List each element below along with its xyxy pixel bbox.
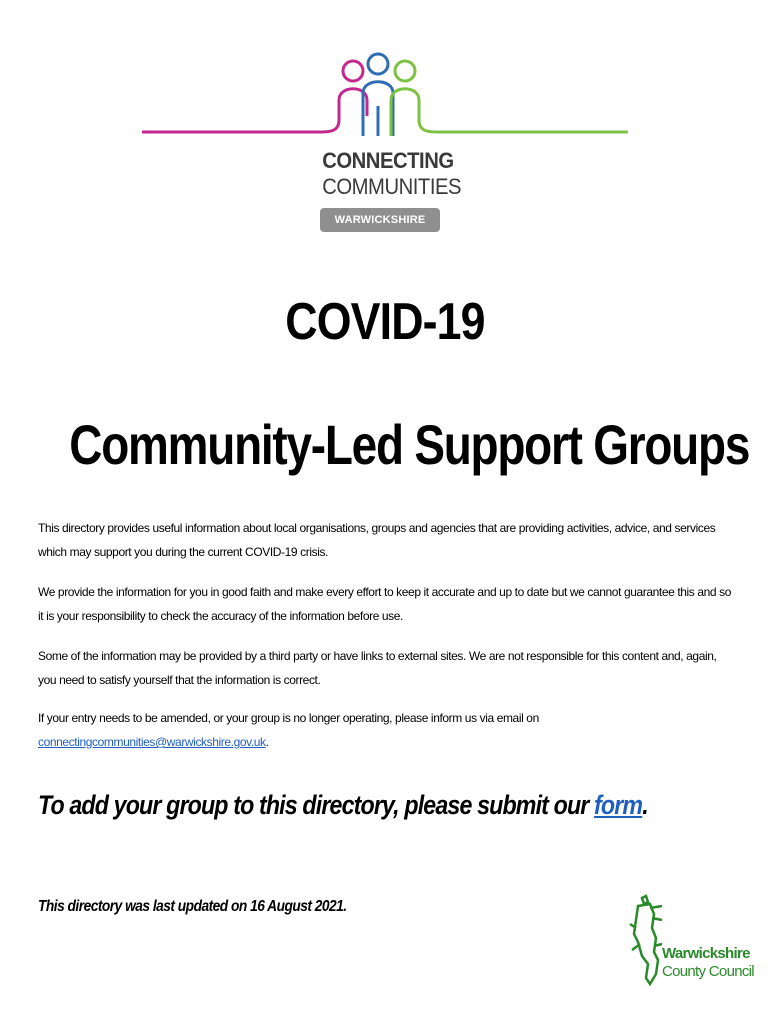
bear-and-ragged-staff-icon (628, 894, 664, 986)
page-title: COVID-19 (285, 293, 485, 351)
last-updated-note: This directory was last updated on 16 August 2021. (38, 898, 347, 915)
add-group-callout (38, 790, 648, 821)
council-sub: County Council (662, 963, 754, 980)
connecting-communities-logo (142, 44, 628, 240)
people-figures-icon (142, 44, 628, 150)
amend-paragraph (38, 706, 734, 754)
logo-badge-warwickshire: WARWICKSHIRE (320, 208, 440, 232)
disclaimer-paragraph: We provide the information for you in good faith and make every effort to keep it accurate and up to date but we cannot guarantee this and so it is your responsibility to check the accuracy of the information before use. (38, 585, 731, 623)
amend-suffix: . (265, 735, 269, 749)
cta-text: To add your group to this directory, please submit our (38, 790, 595, 820)
email-link[interactable]: connectingcommunities@warwickshire.gov.uk (38, 735, 266, 749)
warwickshire-county-council-logo (628, 894, 754, 990)
logo-text-communities: COMMUNITIES (322, 174, 462, 199)
third-party-paragraph: Some of the information may be provided by a third party or have links to external sites. We are not responsible for this content and, again, you need to satisfy yourself that the information is correct. (38, 649, 717, 687)
intro-paragraph: This directory provides useful information about local organisations, groups and agencies that are providing activities, advice, and services which may support you during the current COVID-19 crisis. (38, 521, 716, 559)
amend-text: If your entry needs to be amended, or your group is no longer operating, please inform us via email on (38, 711, 539, 725)
cta-suffix: . (642, 790, 648, 820)
council-name: Warwickshire (662, 945, 750, 962)
page-subtitle: Community-Led Support Groups (69, 413, 750, 476)
logo-text-connecting: CONNECTING (322, 148, 454, 173)
form-link[interactable]: form (594, 790, 643, 820)
